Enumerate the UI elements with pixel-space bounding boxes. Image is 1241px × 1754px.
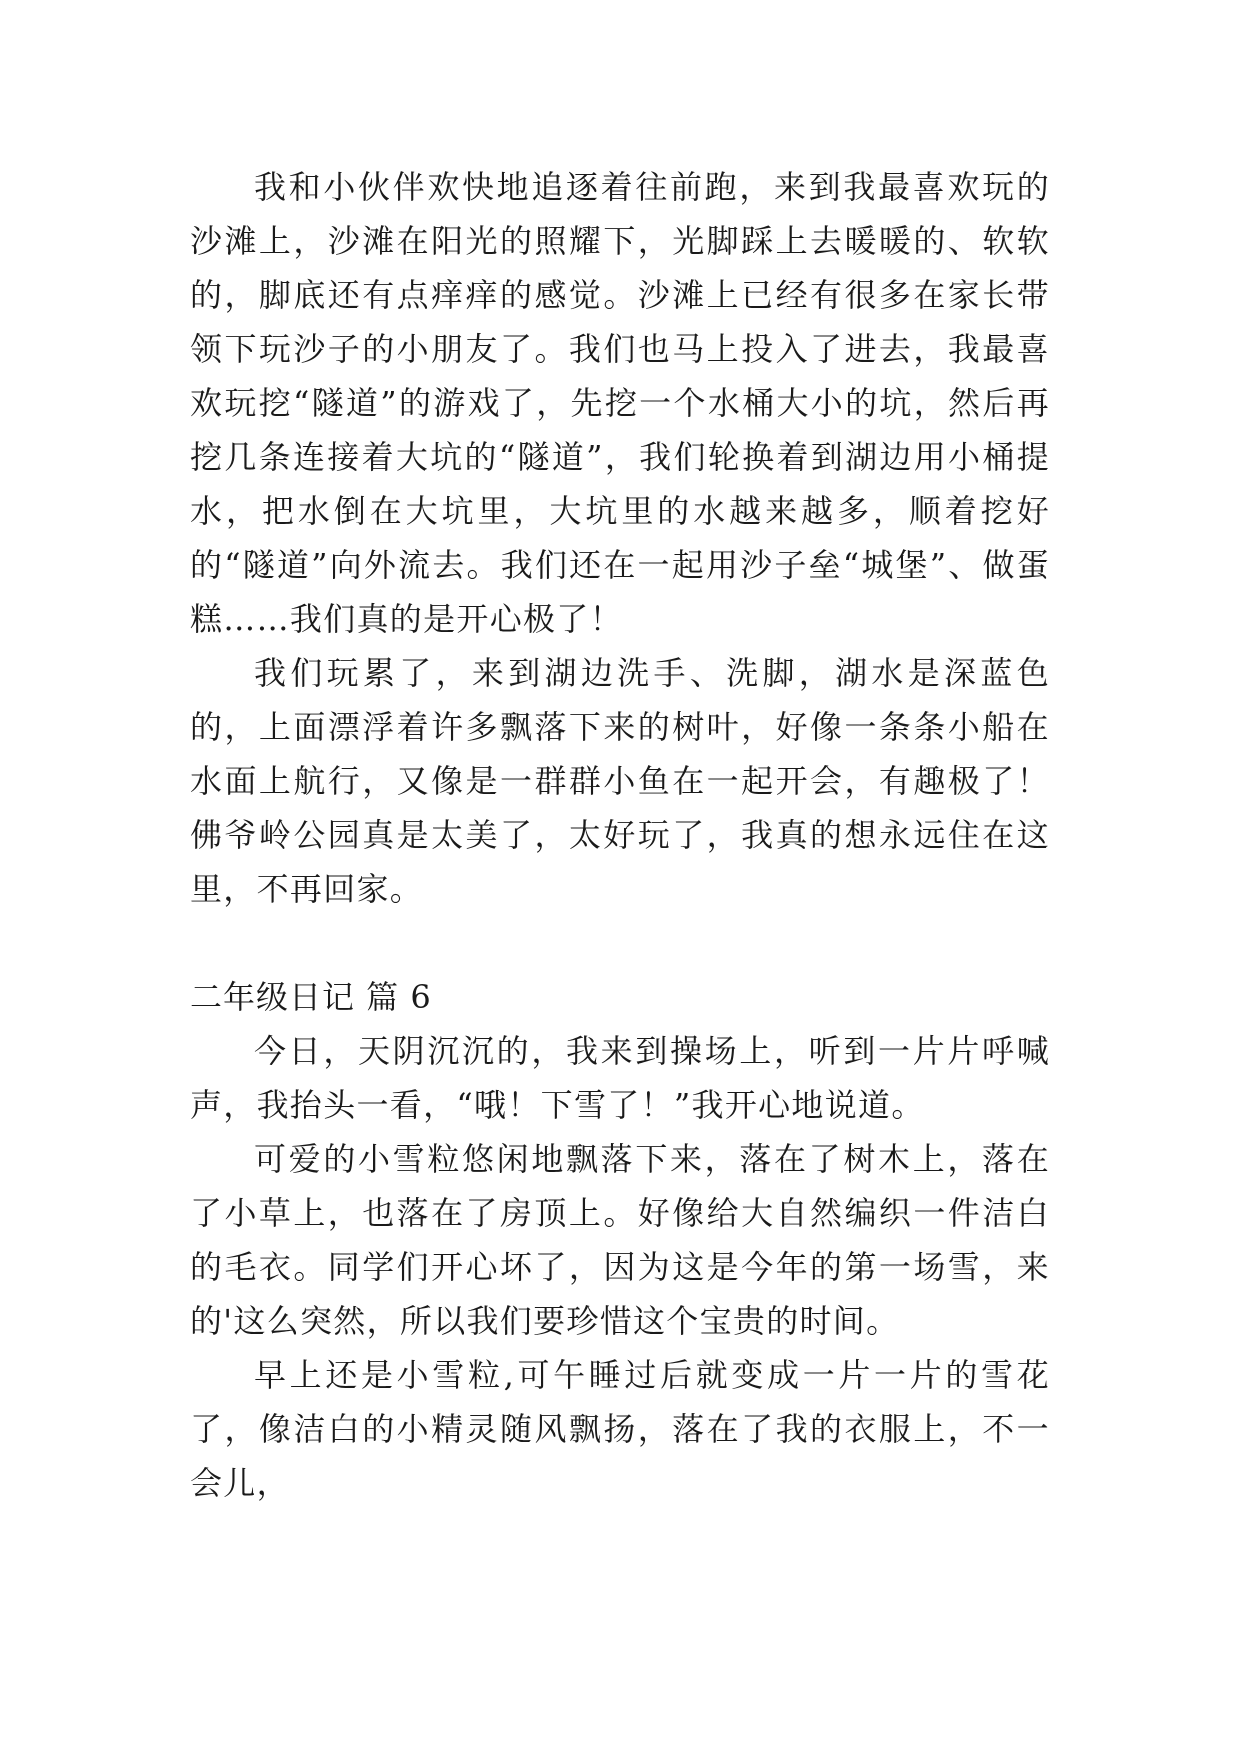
paragraph-lake: 我们玩累了，来到湖边洗手、洗脚，湖水是深蓝色的，上面漂浮着许多飘落下来的树叶，好像一条条小船在水面上航行，又像是一群群小鱼在一起开会，有趣极了！ 佛爷岭公园真是太美了，太好玩了，我真的想永远住在这里，不再回家。 [190, 654, 1050, 908]
paragraph-beach: 我和小伙伴欢快地追逐着往前跑，来到我最喜欢玩的沙滩上，沙滩在阳光的照耀下，光脚踩上去暖暖的、软软的，脚底还有点痒痒的感觉。沙滩上已经有很多在家长带领下玩沙子的小朋友了。我们也马上投入了进去，我最喜欢玩挖“隧道”的游戏了，先挖一个水桶大小的坑，然后再挖几条连接着大坑的“隧道”，我们轮换着到湖边用小桶提水，把水倒在大坑里，大坑里的水越来越多，顺着挖好的“隧道”向外流去。我们还在一起用沙子垒“城堡”、做蛋糕……我们真的是开心极了！ [190, 168, 1050, 638]
paragraph-snowflakes: 早上还是小雪粒,可午睡过后就变成一片一片的雪花了，像洁白的小精灵随风飘扬，落在了我的衣服上，不一会儿， [190, 1356, 1050, 1502]
document-body [190, 160, 1050, 1510]
paragraph-snow-grains: 可爱的小雪粒悠闲地飘落下来，落在了树木上，落在了小草上，也落在了房顶上。好像给大自然编织一件洁白的毛衣。同学们开心坏了，因为这是今年的第一场雪，来的'这么突然，所以我们要珍惜这个宝贵的时间。 [190, 1140, 1050, 1340]
section-heading: 二年级日记 篇 6 [190, 978, 432, 1016]
paragraph-snow-start: 今日，天阴沉沉的，我来到操场上，听到一片片呼喊声，我抬头一看，“哦！下雪了！”我开心地说道。 [190, 1032, 1050, 1124]
section-spacer [190, 916, 1050, 970]
